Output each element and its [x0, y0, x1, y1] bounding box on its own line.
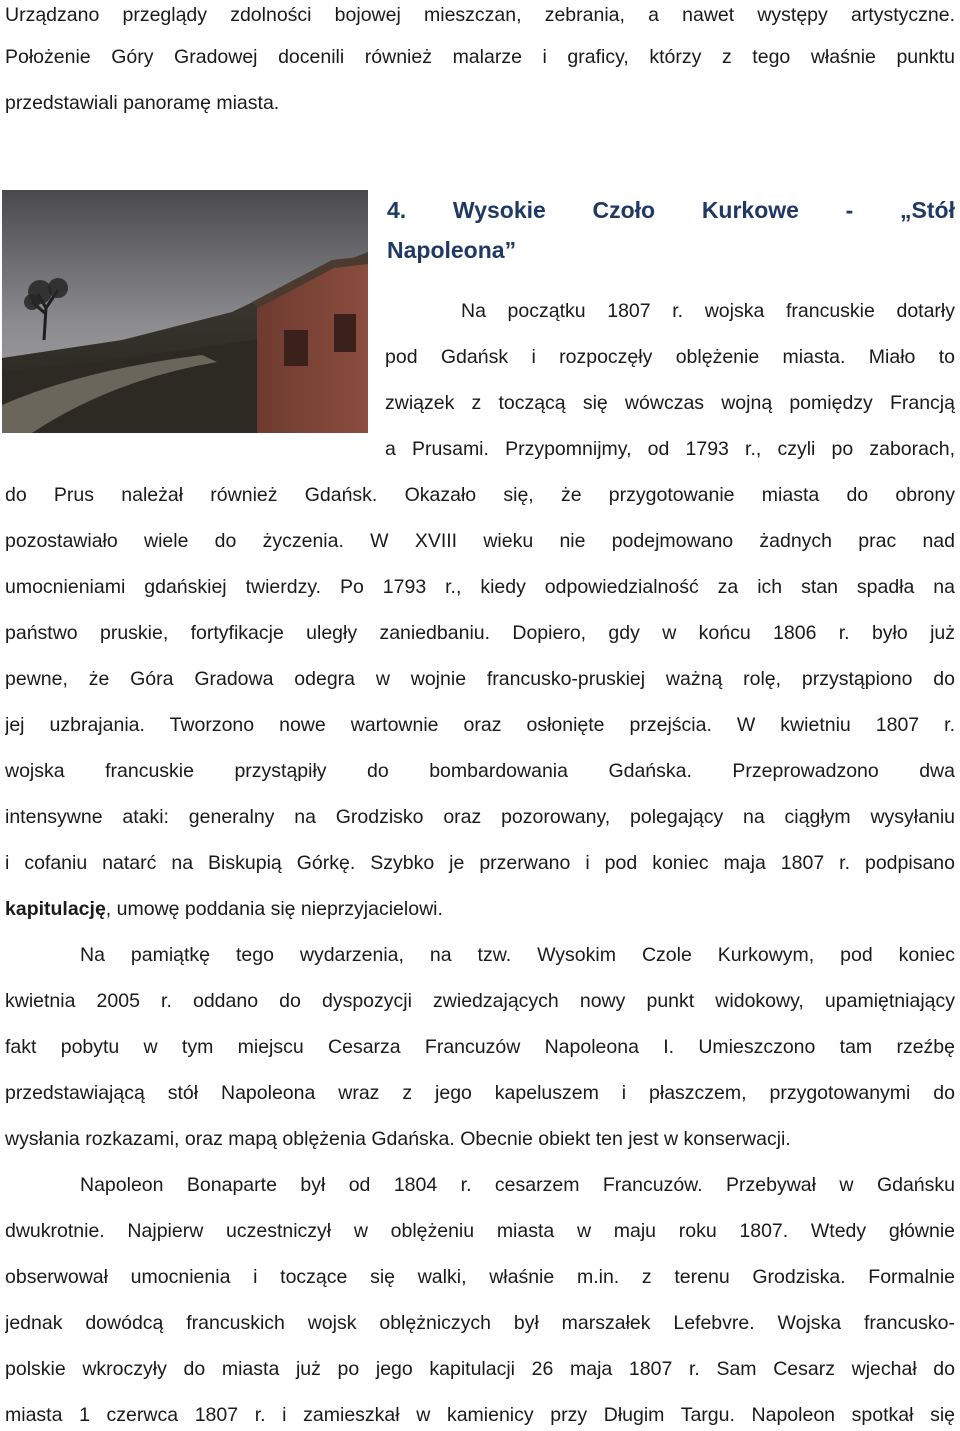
para1-line-2: pozostawiało wiele do życzenia. W XVIII wieku nie podejmowano żadnych prac nad: [5, 530, 955, 552]
para3-line-5: polskie wkroczyły do miasta już po jego kapitulacji 26 maja 1807 r. Sam Cesarz wjechał do: [5, 1358, 955, 1380]
para2-line-1: Na pamiątkę tego wydarzenia, na tzw. Wysokim Czole Kurkowym, pod koniec: [80, 944, 955, 966]
para3-line-3: obserwował umocnienia i toczące się walki, właśnie m.in. z terenu Grodziska. Formalnie: [5, 1266, 955, 1288]
intro-line-3: przedstawiali panoramę miasta.: [5, 92, 280, 114]
para1-line-3: umocnieniami gdańskiej twierdzy. Po 1793 r., kiedy odpowiedzialność za ich stan spadła na: [5, 576, 955, 598]
para3-line-1: Napoleon Bonaparte był od 1804 r. cesarzem Francuzów. Przebywał w Gdańsku: [80, 1174, 955, 1196]
para1-wrapped-line-4: a Prusami. Przypomnijmy, od 1793 r., czyli po zaborach,: [385, 438, 955, 460]
para1-line-4: państwo pruskie, fortyfikacje uległy zaniedbaniu. Dopiero, gdy w końcu 1806 r. było już: [5, 622, 955, 644]
para3-line-6: miasta 1 czerwca 1807 r. i zamieszkał w kamienicy przy Długim Targu. Napoleon spotkał się: [5, 1404, 955, 1426]
capitulation-term: kapitulację: [5, 898, 106, 920]
para1-line-10: [5, 894, 955, 924]
para1-wrapped-line-2: pod Gdańsk i rozpoczęły oblężenie miasta. Miało to: [385, 346, 955, 368]
para2-line-5: wysłania rozkazami, oraz mapą oblężenia Gdańska. Obecnie obiekt ten jest w konserwacji.: [5, 1128, 791, 1150]
section-heading: [387, 190, 955, 270]
para1-line-5: pewne, że Góra Gradowa odegra w wojnie francusko-pruskiej ważną rolę, przystąpiono do: [5, 668, 955, 690]
para1-line-6: jej uzbrajania. Tworzono nowe wartownie oraz osłonięte przejścia. W kwietniu 1807 r.: [5, 714, 955, 736]
para1-line-1: do Prus należał również Gdańsk. Okazało się, że przygotowanie miasta do obrony: [5, 484, 955, 506]
para1-line-7: wojska francuskie przystąpiły do bombardowania Gdańska. Przeprowadzono dwa: [5, 760, 955, 782]
para3-line-4: jednak dowódcą francuskich wojsk oblężniczych był marszałek Lefebvre. Wojska francusko-: [5, 1312, 955, 1334]
para1-line-8: intensywne ataki: generalny na Grodzisko oraz pozorowany, polegający na ciągłym wysyłaniu: [5, 806, 955, 828]
para1-line-9: i cofaniu natarć na Biskupią Górkę. Szybko je przerwano i pod koniec maja 1807 r. podpisano: [5, 852, 955, 874]
para2-line-3: fakt pobytu w tym miejscu Cesarza Francuzów Napoleona I. Umieszczono tam rzeźbę: [5, 1036, 955, 1058]
para1-line-10-rest: , umowę poddania się nieprzyjacielowi.: [105, 898, 443, 920]
fortification-photo-image: [2, 190, 368, 433]
para1-wrapped-line-1: Na początku 1807 r. wojska francuskie dotarły: [461, 300, 955, 322]
intro-line-2: Położenie Góry Gradowej docenili również malarze i graficy, którzy z tego właśnie punktu: [5, 46, 955, 68]
para2-line-4: przedstawiającą stół Napoleona wraz z jego kapeluszem i płaszczem, przygotowanymi do: [5, 1082, 955, 1104]
fortification-photo: [2, 190, 368, 433]
section-heading-line-1: 4. Wysokie Czoło Kurkowe - „Stół: [387, 197, 955, 223]
para3-line-2: dwukrotnie. Najpierw uczestniczył w oblężeniu miasta w maju roku 1807. Wtedy głównie: [5, 1220, 955, 1242]
section-heading-line-2: Napoleona”: [387, 237, 517, 263]
para1-wrapped-line-3: związek z toczącą się wówczas wojną pomiędzy Francją: [385, 392, 955, 414]
para2-line-2: kwietnia 2005 r. oddano do dyspozycji zwiedzających nowy punkt widokowy, upamiętniający: [5, 990, 955, 1012]
intro-line-1: Urządzano przeglądy zdolności bojowej mieszczan, zebrania, a nawet występy artystyczne.: [5, 4, 955, 26]
